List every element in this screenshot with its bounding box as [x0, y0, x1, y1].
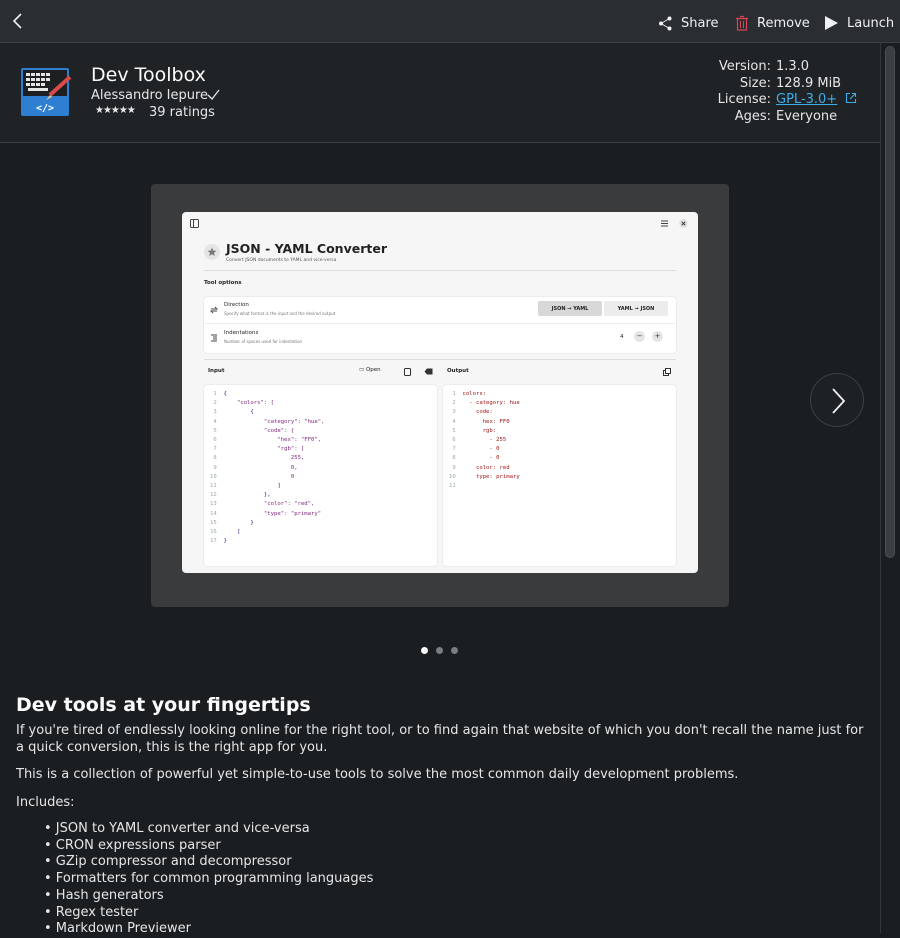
code-text: code: — [462, 409, 493, 416]
code-line — [210, 491, 325, 500]
app-header — [0, 43, 880, 143]
code-text: "type": "primary" — [223, 510, 322, 517]
scrollbar-thumb[interactable] — [885, 46, 895, 558]
code-text: 0 — [223, 473, 295, 480]
code-line — [210, 510, 325, 519]
line-number: 4 — [449, 418, 463, 425]
line-number: 2 — [449, 400, 463, 407]
list-item: • JSON to YAML converter and vice-versa — [44, 821, 310, 836]
code-text: color: red — [462, 464, 510, 471]
share-button[interactable] — [658, 13, 719, 33]
line-number: 15 — [210, 519, 224, 526]
description-para-2: This is a collection of powerful yet simple-to-use tools to solve the most common daily development problems. — [16, 767, 739, 782]
options-card — [204, 297, 676, 353]
indent-desc: Number of spaces used for indentation — [224, 339, 303, 344]
input-editor[interactable] — [204, 385, 437, 566]
json-to-yaml-button[interactable]: JSON → YAML — [538, 301, 602, 316]
code-text: } — [223, 519, 254, 526]
toolbar — [0, 0, 900, 43]
open-label: Open — [365, 367, 381, 373]
code-text: rgb: — [462, 427, 497, 434]
code-line — [210, 500, 325, 509]
code-text: hex: FF0 — [462, 418, 510, 425]
line-number: 10 — [449, 473, 463, 480]
sidebar-toggle-icon — [190, 219, 199, 228]
carousel-dot[interactable] — [421, 647, 428, 654]
code-line — [210, 427, 325, 436]
title-divider — [204, 270, 676, 271]
direction-label: Direction — [224, 302, 249, 308]
code-line — [210, 537, 325, 546]
code-line — [210, 418, 325, 427]
trash-icon — [735, 15, 749, 31]
line-number: 16 — [210, 529, 224, 536]
chevron-right-icon — [811, 374, 865, 428]
svg-text:</>: </> — [35, 103, 55, 114]
code-text: colors: — [462, 391, 487, 397]
version-value: 1.3.0 — [776, 59, 810, 74]
code-text: { — [223, 391, 227, 397]
line-number: 1 — [210, 391, 224, 397]
ratings-count[interactable]: 39 ratings — [149, 105, 215, 120]
list-item: • Formatters for common programming languages — [44, 871, 374, 887]
line-number: 6 — [449, 437, 463, 444]
code-line — [210, 519, 325, 528]
line-number: 4 — [210, 418, 224, 425]
copy-icon[interactable] — [404, 368, 411, 376]
line-number: 10 — [210, 473, 224, 480]
version-key: Version: — [718, 59, 771, 74]
code-line — [210, 399, 325, 408]
code-text: "rgb": [ — [223, 446, 305, 453]
clear-icon[interactable] — [424, 368, 433, 375]
line-number: 7 — [449, 446, 463, 453]
carousel-next-button[interactable] — [810, 373, 864, 427]
back-button[interactable] — [10, 12, 28, 30]
line-number: 8 — [449, 455, 463, 462]
code-text: ] — [223, 483, 281, 490]
line-number: 3 — [449, 409, 463, 416]
list-item: • Markdown Previewer — [44, 921, 192, 937]
line-number: 9 — [449, 464, 463, 471]
code-text: } — [223, 538, 227, 545]
code-text: "code": { — [223, 427, 295, 434]
code-line — [449, 464, 520, 473]
code-line — [210, 390, 325, 399]
code-line — [449, 473, 520, 482]
options-divider — [204, 323, 676, 324]
app-name: Dev Toolbox — [91, 64, 206, 86]
line-number: 11 — [449, 483, 463, 490]
code-text: "color": "red", — [223, 501, 315, 508]
launch-button[interactable] — [824, 13, 894, 33]
menu-icon — [660, 219, 669, 228]
line-number: 8 — [210, 455, 224, 462]
code-line — [210, 436, 325, 445]
description-para-1: If you're tired of endlessly looking online for the right tool, or to find again that website of which you don't recall the name just for a quick conversion, this is the right app for you. — [16, 723, 864, 755]
external-link-icon[interactable] — [845, 92, 857, 104]
output-label: Output — [447, 368, 469, 374]
code-line — [210, 473, 325, 482]
includes-label: Includes: — [16, 795, 75, 810]
app-icon — [20, 67, 72, 119]
code-text: - 255 — [462, 437, 507, 444]
code-line — [210, 482, 325, 491]
line-number: 1 — [449, 391, 463, 397]
code-line — [449, 445, 520, 454]
input-label: Input — [208, 368, 225, 374]
tool-subtitle: Convert JSON documents to YAML and vice-versa — [226, 258, 337, 263]
indent-icon — [210, 334, 218, 342]
license-key: License: — [717, 92, 771, 108]
ages-key: Ages: — [734, 109, 771, 125]
carousel-dot[interactable] — [436, 647, 443, 654]
list-item: • CRON expressions parser — [44, 837, 221, 853]
tool-title: JSON - YAML Converter — [226, 241, 387, 256]
code-text: { — [223, 409, 254, 416]
play-icon — [824, 15, 839, 31]
code-text: - 0 — [462, 446, 500, 453]
line-number: 12 — [210, 492, 224, 499]
code-text: 255, — [223, 455, 305, 462]
code-line — [210, 528, 325, 537]
close-icon — [679, 219, 688, 228]
line-number: 11 — [210, 483, 224, 490]
copy-output-icon[interactable] — [663, 368, 671, 376]
code-text: "hex": "FF0", — [223, 437, 322, 444]
line-number: 6 — [210, 437, 224, 444]
line-number: 13 — [210, 501, 224, 508]
code-line — [449, 399, 520, 408]
feature-list — [44, 821, 373, 938]
io-divider — [204, 359, 676, 360]
verified-check-icon — [207, 89, 220, 101]
direction-icon — [210, 306, 218, 314]
code-text: }, — [223, 492, 271, 499]
code-text: "colors": [ — [223, 400, 275, 407]
screenshot-image[interactable] — [182, 212, 698, 573]
size-value: 128.9 MiB — [776, 75, 842, 91]
app-metadata — [710, 59, 860, 126]
line-number: 9 — [210, 464, 224, 471]
code-line — [449, 454, 520, 463]
size-key: Size: — [739, 75, 771, 91]
chevron-left-icon — [10, 12, 28, 30]
tool-options-label: Tool options — [204, 280, 242, 286]
code-line — [210, 454, 325, 463]
code-text: 0, — [223, 464, 298, 471]
list-item: • Hash generators — [44, 887, 164, 903]
ages-value: Everyone — [776, 109, 838, 125]
code-line — [210, 408, 325, 417]
line-number: 5 — [449, 427, 463, 434]
carousel-dots — [421, 647, 458, 654]
code-text: "category": "hue", — [223, 418, 325, 425]
output-editor[interactable] — [443, 385, 676, 566]
code-line — [449, 408, 520, 417]
code-line — [210, 445, 325, 454]
direction-desc: Specify what format is the input and the desired output — [224, 311, 336, 316]
code-text: - category: hue — [462, 400, 520, 407]
remove-button[interactable] — [735, 13, 810, 33]
remove-label: Remove — [757, 15, 810, 31]
line-number: 5 — [210, 427, 224, 434]
star-icon — [204, 244, 220, 260]
code-line — [449, 482, 520, 491]
launch-label: Launch — [847, 15, 895, 31]
code-line — [449, 390, 520, 399]
line-number: 3 — [210, 409, 224, 416]
share-label: Share — [681, 15, 719, 31]
code-text: - 0 — [462, 455, 500, 462]
folder-icon: ▭ — [359, 367, 365, 373]
open-button[interactable] — [359, 367, 381, 373]
output-code[interactable] — [449, 390, 520, 491]
code-line — [210, 464, 325, 473]
license-link[interactable]: GPL-3.0+ — [776, 92, 838, 108]
list-item: • Regex tester — [44, 904, 139, 920]
indent-label: Indentations — [224, 330, 259, 336]
input-code[interactable] — [210, 390, 325, 546]
yaml-to-json-button[interactable]: YAML → JSON — [604, 301, 668, 316]
line-number: 2 — [210, 400, 224, 407]
code-line — [449, 418, 520, 427]
code-line — [449, 436, 520, 445]
carousel-dot[interactable] — [451, 647, 458, 654]
list-item: • GZip compressor and decompressor — [44, 854, 292, 870]
rating-stars: ★★★★★ — [95, 105, 135, 116]
code-text: ] — [223, 529, 241, 536]
line-number: 7 — [210, 446, 224, 453]
indent-increase-button[interactable]: + — [652, 331, 663, 342]
app-author[interactable]: Alessandro Iepure — [91, 88, 209, 103]
share-icon — [658, 16, 673, 31]
line-number: 17 — [210, 538, 224, 545]
line-number: 14 — [210, 510, 224, 517]
code-text: type: primary — [462, 473, 520, 480]
indent-value: 4 — [620, 334, 624, 340]
description-heading: Dev tools at your fingertips — [16, 694, 311, 716]
code-line — [449, 427, 520, 436]
indent-decrease-button[interactable]: − — [634, 331, 645, 342]
